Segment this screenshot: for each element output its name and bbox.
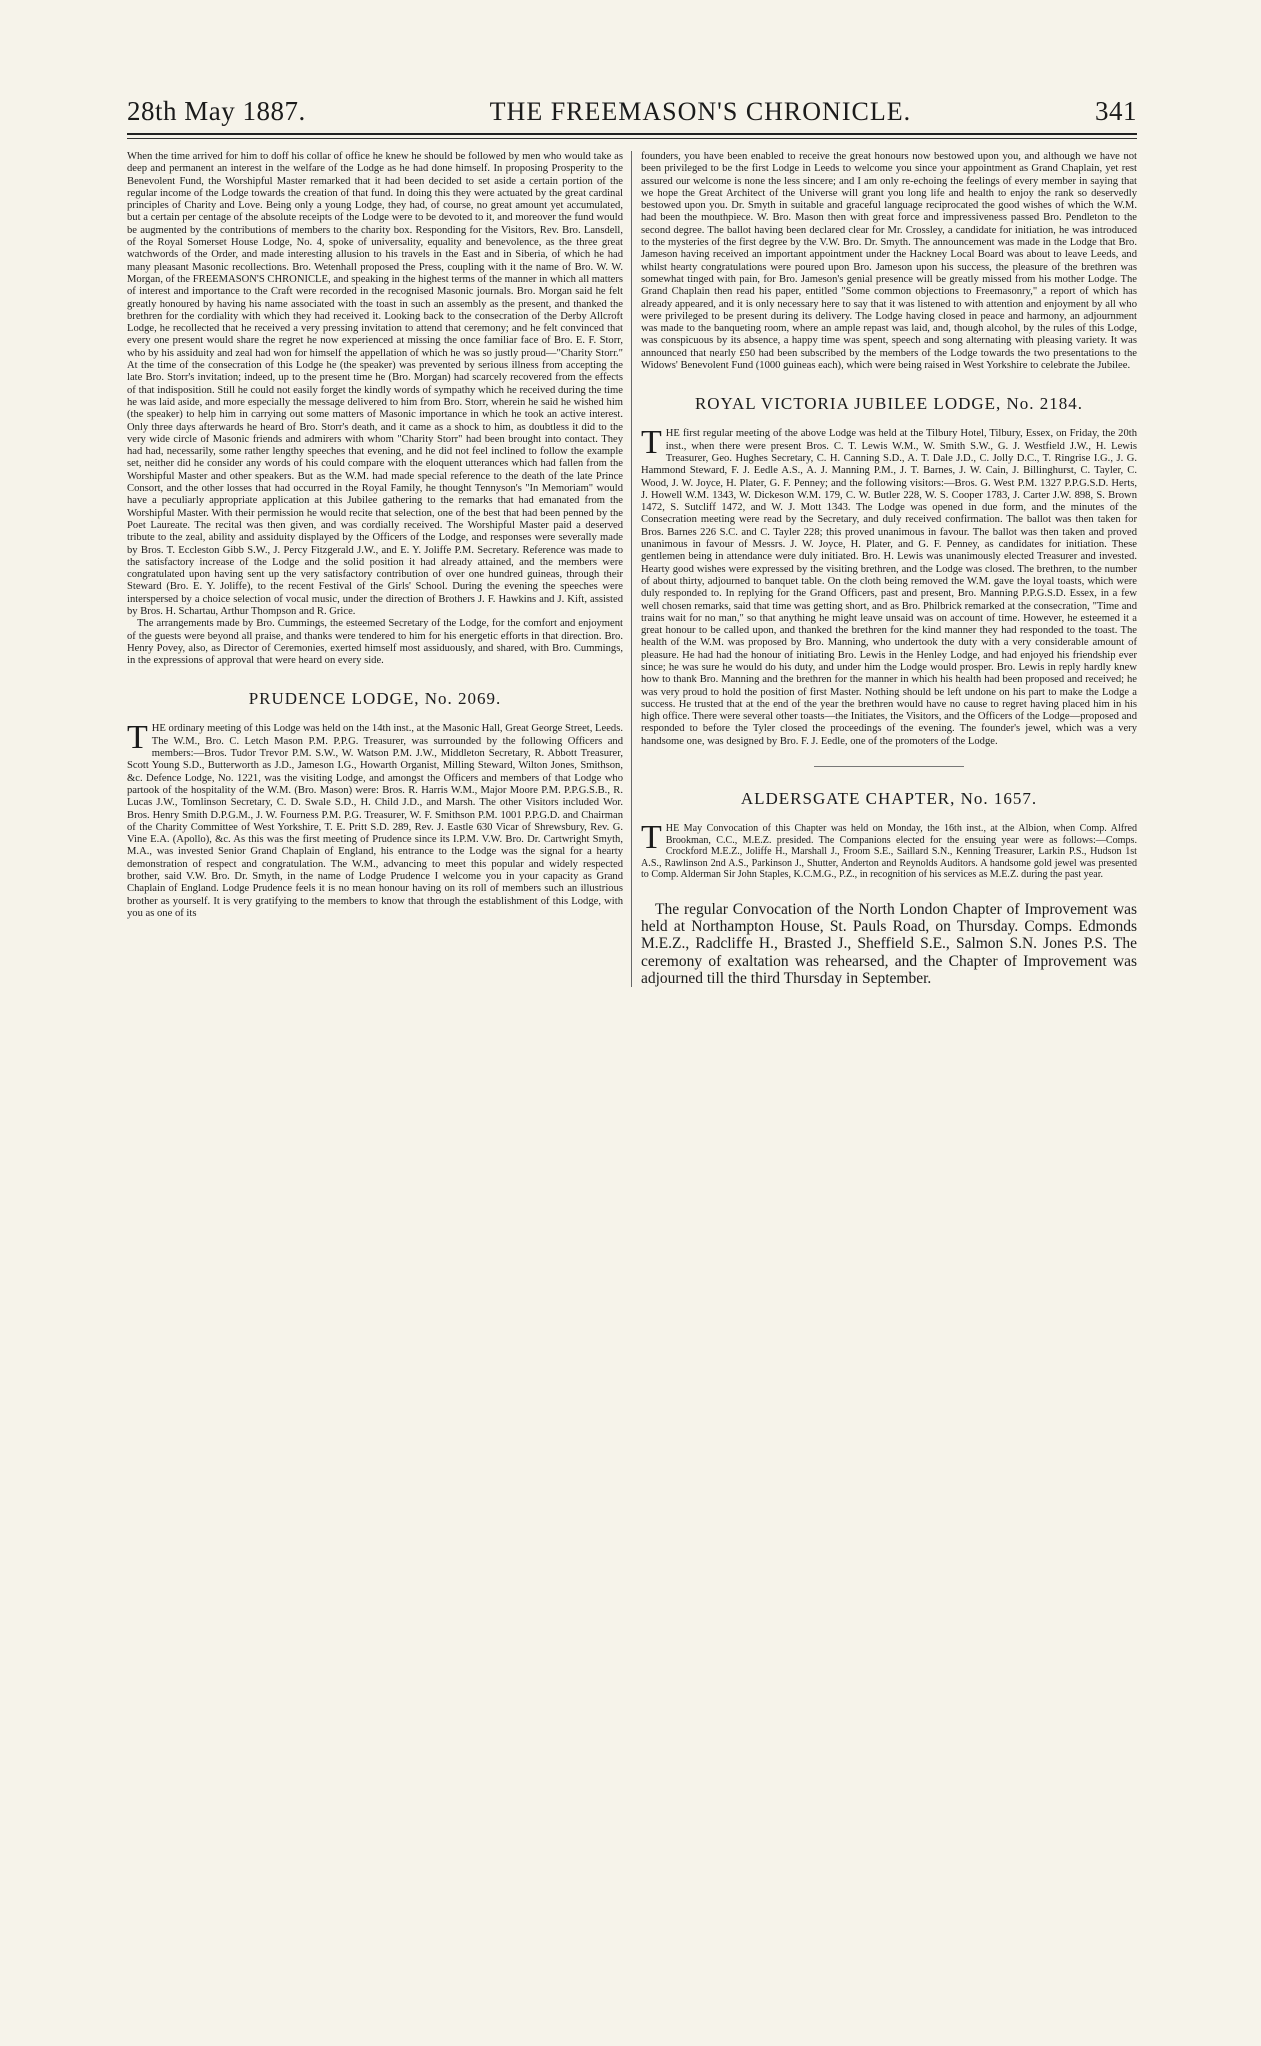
- right-column: [632, 151, 1137, 987]
- aldersgate-chapter-heading: ALDERSGATE CHAPTER, No. 1657.: [740, 789, 1038, 809]
- derby-allcroft-report: When the time arrived for him to doff his collar of office he knew he should be followed by men who would take as deep and permanent an interest in the welfare of the Lodge as he had done himself. In proposing Prosperity to the Benevolent Fund, the Worshipful Master remarked that it had been decided to set aside a certain portion of the regular income of the Lodge towards the creation of that fund. In doing this they were actuated by the great cardinal principles of Charity and Love. Being only a young Lodge, they had, of course, no great amount yet accumulated, but a certain per centage of the absolute receipts of the Lodge were to be devoted to it, and moreover the fund would be augmented by the contributions of members to the charity box. Responding for the Visitors, Rev. Bro. Lansdell, of the Royal Somerset House Lodge, No. 4, spoke of universality, equality and benevolence, as the three great watchwords of the Order, and made interesting allusion to his travels in the East and in Siberia, of which he had many pleasant Masonic recollections. Bro. Wetenhall proposed the Press, coupling with it the name of Bro. W. W. Morgan, of the FREEMASON'S CHRONICLE, and speaking in the highest terms of the manner in which all matters of interest and importance to the Craft were recorded in the recognised Masonic journals. Bro. Morgan said he felt greatly honoured by having his name associated with the toast in such an assembly as the present, and thanked the brethren for the cordiality with which they had received it. Looking back to the consecration of the Derby Allcroft Lodge, he recollected that he received a very pressing invitation to attend that ceremony; and he felt convinced that every one present would share the regret he now experienced at missing the once familiar face of Bro. E. F. Storr, who by his assiduity and zeal had won for himself the appellation of which he was so justly proud—"Charity Storr." At the time of the consecration of this Lodge he (the speaker) was prevented by serious illness from accepting the late Bro. Storr's invitation; indeed, up to the present time he (Bro. Morgan) had scarcely recovered from the effects of that indisposition. Still he could not easily forget the kindly words of sympathy which he received during the time he was laid aside, and more especially the message delivered to him from Bro. Storr, wherein he said he wished him (the speaker) to help him in carrying out some matters of Masonic importance in which he took an active interest. Only three days afterwards he heard of Bro. Storr's death, and it came as a shock to him, as doubtless it did to the very wide circle of Masonic friends and admirers with whom "Charity Storr" had been brought into contact. They had had, necessarily, some rather lengthy speeches that evening, and he did not feel inclined to follow the example set, neither did he consider any words of his could compare with the eloquent utterances which had fallen from the Worshipful Master and other speakers. But as the W.M. had made special reference to the death of the late Prince Consort, and the other losses that had occurred in the Royal Family, he thought Tennyson's "In Memoriam" would have a peculiarly appropriate application at this Jubilee gathering to the remarks that had emanated from the Worshipful Master. With their permission he would recite that selection, one of the best that had been penned by the Poet Laureate. The recital was then given, and was cordially received. The Worshipful Master paid a deserved tribute to the zeal, ability and assiduity displayed by the Officers of the Lodge, and responses were severally made by Bros. T. Eccleston Gibb S.W., J. Percy Fitzgerald J.W., and E. Y. Joliffe P.M. Secretary. Reference was made to the satisfactory increase of the Lodge and the solid position it had already attained, and the members were congratulated upon having sent up the very satisfactory contribution of over one hundred guineas, through their Steward (Bro. E. Y. Joliffe), to the recent Festival of the Girls' School. During the evening the speeches were interspersed by a choice selection of vocal music, under the direction of Brothers J. F. Hawkins and J. Kift, assisted by Bros. H. Schartau, Arthur Thompson and R. Grice.: [127, 151, 623, 617]
- aldersgate-text: HE May Convocation of this Chapter was held on Monday, the 16th inst., at the Albion, when Comp. Alfred Brookman, C.C., M.E.Z. presided. The Companions elected for the ensuing year were as follows:—Comps. Crockford M.E.Z., Joliffe H., Marshall J., Froom S.E., Saillard S.N., Kenning Treasurer, Larkin P.S., Hudson 1st A.S., Rawlinson 2nd A.S., Parkinson J., Shutter, Anderton and Reynolds Auditors. A handsome gold jewel was presented to Comp. Alderman Sir John Staples, K.C.M.G., P.Z., in recognition of his services as M.E.Z. during the past year.: [641, 823, 1137, 881]
- prudence-dropcap: T: [127, 719, 148, 757]
- columns: [127, 151, 1137, 987]
- left-column: [127, 151, 632, 987]
- royal-victoria-jubilee-report: [641, 424, 1137, 748]
- masthead-rule-thin: [127, 138, 1137, 139]
- victoria-dropcap: T: [641, 424, 662, 462]
- page-number: 341: [1095, 96, 1137, 126]
- aldersgate-chapter-report: [641, 819, 1137, 881]
- aldersgate-dropcap: T: [641, 819, 662, 857]
- section-divider: [814, 766, 964, 767]
- derby-allcroft-closing: The arrangements made by Bro. Cummings, the esteemed Secretary of the Lodge, for the comfort and enjoyment of the guests were beyond all praise, and thanks were tendered to him for his energetic efforts in that direction. Bro. Henry Povey, also, as Director of Ceremonies, exerted himself most assiduously, and shared, with Bro. Cummings, in the expressions of approval that were heard on every side.: [127, 618, 623, 667]
- prudence-lodge-heading: PRUDENCE LODGE, No. 2069.: [248, 689, 502, 709]
- publication-title: THE FREEMASON'S CHRONICLE.: [489, 97, 912, 126]
- royal-victoria-jubilee-heading: ROYAL VICTORIA JUBILEE LODGE, No. 2184.: [694, 394, 1084, 414]
- masthead-rule: [127, 133, 1137, 135]
- masthead: [127, 96, 1137, 127]
- prudence-lodge-report: [127, 719, 623, 920]
- prudence-lodge-continued: founders, you have been enabled to receive the great honours now bestowed upon you, and although we have not been privileged to be the first Lodge in Leeds to welcome you since your appointment as Grand Chaplain, yet rest assured our welcome is none the less sincere; and I am only re-echoing the feelings of every member in saying that we hope the Great Architect of the Universe will grant you long life and health to enjoy the rank so deservedly bestowed upon you. Dr. Smyth in suitable and graceful language reciprocated the good wishes of which the W.M. had been the mouthpiece. W. Bro. Mason then with great force and impressiveness passed Bro. Pendleton to the second degree. The ballot having been declared clear for Mr. Crossley, a candidate for initiation, he was introduced to the mysteries of the first degree by the V.W. Bro. Dr. Smyth. The announcement was made in the Lodge that Bro. Jameson having received an important appointment under the Hackney Local Board was about to leave Leeds, and whilst hearty congratulations were poured upon Bro. Jameson upon his success, the pleasure of the brethren was somewhat tinged with pain, for Bro. Jameson's genial presence will be greatly missed from his mother Lodge. The Grand Chaplain then read his paper, entitled "Some common objections to Freemasonry," a report of which has already appeared, and it is only necessary here to say that it was listened to with attention and enjoyment by all who were privileged to be present during its delivery. The Lodge having closed in peace and harmony, an adjournment was made to the banqueting room, where an ample repast was laid, and, though alcohol, by the rules of this Lodge, was conspicuous by its absence, a happy time was spent, speech and song alternating with pleasing variety. It was announced that nearly £50 had been subscribed by the members of the Lodge towards the two presentations to the Widows' Benevolent Fund (1000 guineas each), which were being raised in West Yorkshire to celebrate the Jubilee.: [641, 151, 1137, 372]
- prudence-lodge-text: HE ordinary meeting of this Lodge was held on the 14th inst., at the Masonic Hall, Great George Street, Leeds. The W.M., Bro. C. Letch Mason P.M. P.P.G. Treasurer, was surrounded by the following Officers and members:—Bros. Tudor Trevor P.M. S.W., W. Watson P.M. J.W., Middleton Secretary, R. Abbott Treasurer, Scott Young S.D., Butterworth as J.D., Jameson I.G., Howarth Organist, Milling Steward, Wilton Jones, Smithson, &c. Defence Lodge, No. 1221, was the visiting Lodge, and amongst the Officers and members of that Lodge who partook of the hospitality of the W.M. (Bro. Mason) were: Bros. R. Harris W.M., Major Moore P.M. P.P.G.S.B., R. Lucas J.W., Tomlinson Secretary, C. D. Swale S.D., H. Child J.D., and Marsh. The other Visitors included Wor. Bros. Henry Smith D.P.G.M., J. W. Fourness P.M. P.G. Treasurer, W. F. Smithson P.M. 1001 P.P.G.D. and Chairman of the Charity Committee of West Yorkshire, T. E. Pritt S.D. 289, Rev. J. Eastle 630 Vicar of Shrewsbury, Rev. G. Vine E.A. (Apollo), &c. As this was the first meeting of Prudence since its I.P.M. V.W. Bro. Dr. Cartwright Smyth, M.A., was invested Senior Grand Chaplain of England, his entrance to the Lodge was the signal for a hearty demonstration of respect and congratulation. The W.M., advancing to meet this popular and widely respected brother, said V.W. Bro. Dr. Smyth, in the name of Lodge Prudence I welcome you in your capacity as Grand Chaplain of England. Lodge Prudence feels it is no mean honour having on its roll of members such an illustrious brother as yourself. It is very gratifying to the members to know that through the establishment of this Lodge, with you as one of its: [127, 723, 623, 919]
- victoria-text: HE first regular meeting of the above Lodge was held at the Tilbury Hotel, Tilbury, Essex, on Friday, the 20th inst., when there were present Bros. C. T. Lewis W.M., W. Smith S.W., G. J. Westfield J.W., H. Lewis Treasurer, Geo. Hughes Secretary, C. H. Canning S.D., A. T. Dale J.D., C. Jolly D.C., T. Ringrise I.G., J. G. Hammond Steward, F. J. Eedle A.S., A. J. Manning P.M., J. T. Barnes, J. W. Cain, J. Billinghurst, C. Tayler, C. Wood, J. W. Joyce, H. Plater, G. F. Penney; and the following visitors:—Bros. G. West P.M. 1327 P.P.G.S.D. Herts, J. Howell W.M. 1343, W. Dickeson W.M. 179, C. W. Butler 228, W. S. Cooper 1783, J. Carter J.W. 898, S. Brown 1472, S. Sutcliff 1472, and W. J. Mott 1343. The Lodge was opened in due form, and the minutes of the Consecration meeting were read by the Secretary, and duly received confirmation. The ballot was then taken for Bros. Barnes 226 S.C. and C. Tayler 228; this proved unanimous in favour. The ballot was then taken and proved unanimous in favour of Messrs. J. W. Joyce, H. Plater, and G. F. Penney, as candidates for initiation. These gentlemen being in attendance were duly initiated. Bro. H. Lewis was unanimously elected Treasurer and invested. Hearty good wishes were expressed by the visiting brethren, and the Lodge was closed. The brethren, to the number of about thirty, adjourned to banquet table. On the cloth being removed the W.M. gave the loyal toasts, which were duly responded to. In replying for the Grand Officers, past and present, Bro. Manning P.P.G.S.D. Essex, in a few well chosen remarks, said that time was getting short, and as Bro. Philbrick remarked at the consecration, "Time and trains wait for no man," so that anything he might leave unsaid was on account of time. However, he esteemed it a great honour to be called upon, and thanked the brethren for the kind manner they had responded to the toast. The health of the W.M. was proposed by Bro. Manning, who undertook the duty with a very considerable amount of pleasure. He had had the honour of initiating Bro. Lewis in the Henley Lodge, and had enjoyed his friendship ever since; he was sure he would do his duty, and under him the Lodge would prosper. Bro. Lewis in reply hardly knew how to thank Bro. Manning and the brethren for the manner in which his health had been proposed and received; he was very proud to hold the position of first Master. Nothing should be left undone on his part to make the Lodge a success. He trusted that at the end of the year the brethren would have no cause to regret having placed him in his high office. There were several other toasts—the Initiates, the Visitors, and the Officers of the Lodge—proposed and responded to before the Tyler closed the proceedings of the evening. The founder's jewel, which was a very handsome one, was designed by Bro. F. J. Eedle, one of the promoters of the Lodge.: [641, 428, 1137, 747]
- north-london-chapter-notice: The regular Convocation of the North London Chapter of Improvement was held at Northampton House, St. Pauls Road, on Thursday. Comps. Edmonds M.E.Z., Radcliffe H., Brasted J., Sheffield S.E., Salmon S.N. Jones P.S. The ceremony of exaltation was rehearsed, and the Chapter of Improvement was adjourned till the third Thursday in September.: [641, 901, 1137, 987]
- issue-date: 28th May 1887.: [127, 96, 306, 126]
